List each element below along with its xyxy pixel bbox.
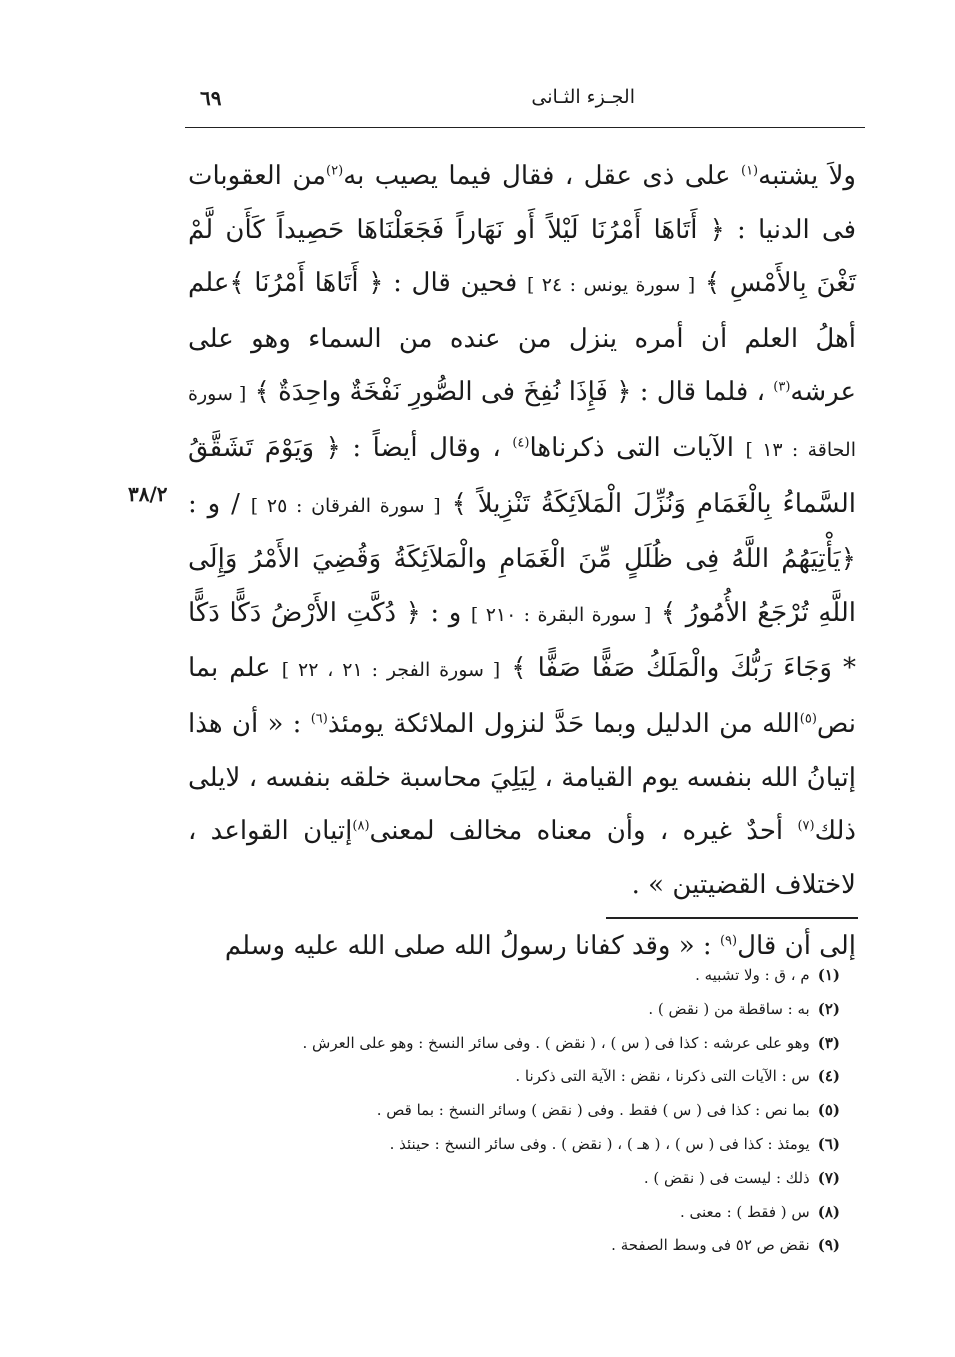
text-segment: ولاَ يشتبه <box>758 161 856 191</box>
footnote-item <box>188 995 840 1029</box>
quran-reference: [ سورة الفجر : ٢١ ، ٢٢ ] <box>281 659 501 682</box>
margin-manuscript-reference: ٣٨/٢ <box>128 482 168 506</box>
footnote-text: به : ساقطة من ( نقض ) . <box>648 999 810 1018</box>
footnote-marker: (٤) <box>512 435 530 451</box>
footnote-marker: (٦) <box>310 711 328 727</box>
footnote-item <box>188 1231 840 1265</box>
footnotes-list <box>188 961 840 1265</box>
text-segment: : « وقد كفانا رسولُ الله صلى الله عليه وسلم <box>224 931 720 962</box>
paragraph-1 <box>188 150 856 912</box>
running-title: الجـزء الثـانى <box>531 86 635 108</box>
footnote-number: (٥) <box>817 1101 840 1120</box>
text-segment: إلى أن قال <box>737 931 856 962</box>
footnote-marker: (٨) <box>352 818 370 834</box>
footnote-text: بما نص : كذا فى ( س ) فقط . وفى ( نقض ) وسائر النسخ : بما قص . <box>376 1101 810 1120</box>
footnote-item <box>188 1029 840 1063</box>
text-segment: أحدٌ غيره ، وأن معناه مخالف لمعنى <box>369 816 798 847</box>
quran-reference: [ سورة الحاقة : ١٣ ] <box>188 383 856 461</box>
footnote-marker: (١) <box>740 163 759 179</box>
page-number: ٦٩ <box>200 86 222 110</box>
footnote-item <box>188 1096 840 1130</box>
quran-reference: [ سورة يونس : ٢٤ ] <box>526 274 696 297</box>
text-segment: من العقوبات فى الدنيا : ﴿ أَتَاهَا أَمْرُنَا لَيْلاً أَو نَهَاراً فَجَعَلْنَاهَا حَصِيداً كَأَن لَّمْ تَغْنَ بِالأَمْسِ ﴾ <box>188 161 857 299</box>
footnote-text: يومئذ : كذا فى ( س ) ، ( هـ ) ، ( نقض ) . وفى سائر النسخ : حينئذ . <box>389 1134 810 1153</box>
text-segment: على ذى عقل ، فقال فيما يصيب به <box>343 161 741 191</box>
text-segment: : « أن هذا إتيانُ الله بنفسه يوم القيامة ، لِيَلِيَ محاسبة خلقه بنفسه ، لايلى ذلك <box>188 708 857 847</box>
footnote-number: (٢) <box>817 999 840 1018</box>
footnote-item <box>188 1062 840 1096</box>
text-segment: و : ﴿ دُكَّتِ الأَرْضُ دَكًّا دَكًّا * وَجَاءَ رَبُّكَ والْمَلَكُ صَفًّا صَفًّا ﴾ <box>188 597 856 684</box>
text-segment: الله من الدليل وبما حَدَّ لنزول الملائكة يومئذ <box>327 708 800 739</box>
text-segment: إتيان القواعد ، لاختلاف القضيتين » . <box>188 816 856 900</box>
footnote-number: (٤) <box>817 1067 840 1086</box>
footnote-item <box>188 1164 840 1198</box>
footnote-marker: (٥) <box>799 711 817 727</box>
footnote-item <box>188 961 840 995</box>
footnote-text: م ، ق : ولا تشبيه . <box>695 966 810 984</box>
quran-reference: [ سورة البقرة : ٢١٠ ] <box>470 603 652 626</box>
footnote-number: (٧) <box>817 1168 840 1187</box>
text-segment: ، وقال أيضاً : ﴿ وَيَوْمَ تَشَقَّقُ السَّماءُ بِالْغَمَامِ وَنُزِّلَ الْمَلاَئِكَةُ تَنْزِيلاً ﴾ <box>188 432 856 519</box>
footnote-marker: (٢) <box>326 163 344 179</box>
footnote-text: س : الآيات التى ذكرنا ، نقض : الآية التى ذكرنا . <box>515 1067 810 1086</box>
main-text <box>188 150 856 974</box>
footnote-text: وهو على عرشه : كذا فى ( س ) ، ( نقض ) . وفى سائر النسخ : وهو على العرش . <box>302 1033 810 1052</box>
text-segment: فحين قال : ﴿ أَتَاهَا أَمْرُنَا ﴾علم أهلُ العلم أن أمره ينزل من عنده من السماء وهو على عرشه <box>188 268 856 408</box>
footnote-number: (٣) <box>817 1033 840 1052</box>
footnote-number: (٩) <box>817 1236 840 1255</box>
footnote-item <box>188 1198 840 1232</box>
footnote-marker: (٧) <box>797 818 815 834</box>
footnote-number: (١) <box>817 966 840 984</box>
header-rule <box>185 127 865 128</box>
text-segment: / و : ﴿يَأْتِيَهُمُ اللَّهُ فِى ظُلَلٍ مِّنَ الْغَمَامِ والْمَلاَئِكَةُ وَقُضِيَ الأَمْرُ وَإِلَى اللَّهِ تُرْجَعُ الأُمُورُ ﴾ <box>188 488 857 628</box>
footnote-text: نقض ص ٥٢ فى وسط الصفحة . <box>611 1236 810 1255</box>
text-segment: الآيات التى ذكرناها <box>529 432 746 463</box>
footnote-number: (٨) <box>817 1202 840 1221</box>
footnote-text: ذلك : ليست فى ( نقض ) . <box>643 1168 810 1187</box>
footnote-item <box>188 1130 840 1164</box>
footnote-text: س ( فقط ) : معنى . <box>679 1202 810 1221</box>
text-segment: ، فلما قال : ﴿ فَإِذَا نُفِخَ فى الصُّورِ نَفْخَةٌ واحِدَةٌ ﴾ <box>246 377 774 408</box>
footnote-separator <box>606 917 858 919</box>
footnote-marker: (٣) <box>773 379 791 395</box>
footnote-number: (٦) <box>817 1134 840 1153</box>
quran-reference: [ سورة الفرقان : ٢٥ ] <box>250 494 441 517</box>
page-header <box>185 84 865 118</box>
footnote-marker: (٩) <box>719 933 738 949</box>
text-segment: علم بما نص <box>188 653 857 739</box>
